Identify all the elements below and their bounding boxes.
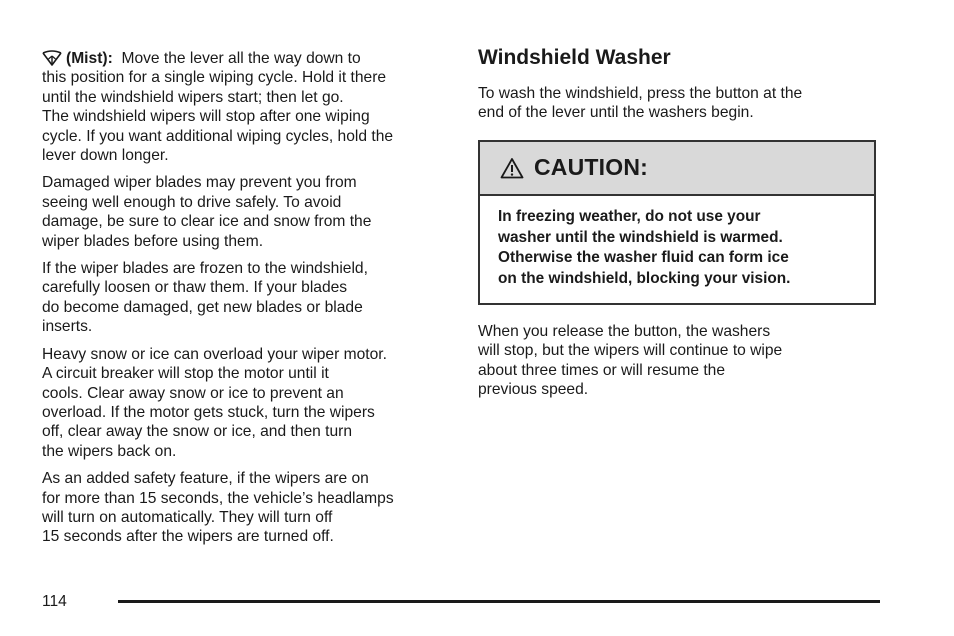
text-line: Heavy snow or ice can overload your wiper motor. <box>42 345 387 363</box>
caution-box <box>478 140 876 305</box>
intro-paragraph <box>478 84 880 123</box>
text-line: seeing well enough to drive safely. To avoid <box>42 193 342 211</box>
heavy-snow-paragraph <box>42 345 452 461</box>
page-number: 114 <box>42 593 67 610</box>
text-line: To wash the windshield, press the button at the <box>478 85 803 102</box>
warning-triangle-icon <box>500 157 524 179</box>
mist-text-line: cycle. If you want additional wiping cycles, hold the <box>42 127 394 145</box>
text-line: do become damaged, get new blades or blade <box>42 298 363 316</box>
text-line: A circuit breaker will stop the motor until it <box>42 365 329 383</box>
mist-paragraph <box>42 49 452 165</box>
text-line: about three times or will resume the <box>478 361 726 379</box>
text-line: As an added safety feature, if the wipers are on <box>42 470 369 488</box>
safety-feature-paragraph <box>42 469 452 547</box>
mist-wiper-icon <box>42 50 62 66</box>
text-line: washer until the windshield is warmed. <box>498 228 783 246</box>
text-line: Otherwise the washer fluid can form ice <box>498 249 789 267</box>
mist-text-line: The windshield wipers will stop after one wiping <box>42 108 370 126</box>
caution-title: CAUTION: <box>534 154 649 181</box>
mist-text-line: until the windshield wipers start; then let go. <box>42 88 344 106</box>
text-line: Damaged wiper blades may prevent you from <box>42 174 357 192</box>
right-column <box>478 44 880 400</box>
text-line: carefully loosen or thaw them. If your blades <box>42 279 348 297</box>
frozen-blades-paragraph <box>42 259 452 337</box>
text-line: off, clear away the snow or ice, and then turn <box>42 423 353 441</box>
text-line: 15 seconds after the wipers are turned off. <box>42 528 334 546</box>
text-line: for more than 15 seconds, the vehicle’s headlamps <box>42 489 394 507</box>
text-line: will turn on automatically. They will turn off <box>42 508 333 526</box>
mist-text-line: this position for a single wiping cycle. Hold it there <box>42 69 387 87</box>
text-line: end of the lever until the washers begin. <box>478 104 754 122</box>
text-line: inserts. <box>42 318 93 336</box>
text-line: damage, be sure to clear ice and snow from the <box>42 213 372 231</box>
text-line: on the windshield, blocking your vision. <box>498 270 791 288</box>
text-line: overload. If the motor gets stuck, turn the wipers <box>42 403 375 421</box>
mist-text-line: lever down longer. <box>42 147 169 165</box>
release-button-paragraph <box>478 322 838 400</box>
caution-header <box>480 142 874 196</box>
mist-label: (Mist): <box>66 50 113 67</box>
text-line: will stop, but the wipers will continue to wipe <box>478 342 783 360</box>
footer-rule <box>118 600 880 603</box>
text-line: In freezing weather, do not use your <box>498 207 761 225</box>
damaged-blades-paragraph <box>42 173 452 251</box>
left-column <box>42 49 452 555</box>
text-line: previous speed. <box>478 381 589 399</box>
text-line: cools. Clear away snow or ice to prevent an <box>42 384 344 402</box>
mist-text-line: Move the lever all the way down to <box>121 50 361 67</box>
text-line: wiper blades before using them. <box>42 232 264 250</box>
caution-body <box>480 196 874 303</box>
text-line: the wipers back on. <box>42 442 177 460</box>
mist-first-line <box>42 49 452 68</box>
text-line: If the wiper blades are frozen to the windshield, <box>42 260 368 278</box>
section-title: Windshield Washer <box>478 46 671 69</box>
caution-text <box>498 207 856 290</box>
text-line: When you release the button, the washers <box>478 323 771 340</box>
